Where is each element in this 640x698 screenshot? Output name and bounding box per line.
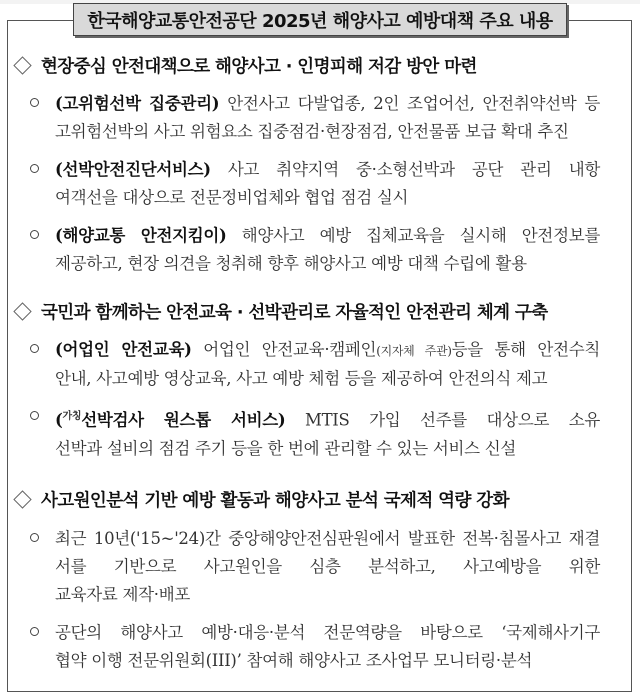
list-item (12, 156, 622, 212)
diamond-bullet-icon (13, 302, 31, 320)
item-line: 공단의 해양사고 예방·대응·분석 전문역량을 바탕으로 ‘국제해사기구 (55, 622, 600, 642)
section-3 (12, 485, 622, 675)
circle-bullet-icon (30, 411, 39, 420)
circle-bullet-icon (30, 533, 39, 542)
section-heading (12, 50, 622, 80)
item-line: 최근 10년('15~'24)간 중앙해양안전심판원에서 발표한 전복·침몰사고 (55, 528, 562, 548)
circle-bullet-icon (30, 230, 39, 239)
item-text (55, 403, 600, 463)
diamond-bullet-icon (13, 490, 31, 508)
item-keyword: (해양교통 안전지킴이) (55, 226, 227, 245)
section-heading-text: 현장중심 안전대책으로 해양사고 · 인명피해 저감 방안 마련 (41, 56, 477, 77)
item-keyword: (선박안전진단서비스) (55, 160, 211, 179)
item-line: 제공하고, 현장 의견을 청취해 향후 해양사고 예방 대책 수립에 활용 (55, 254, 527, 273)
section-heading-text: 국민과 함께하는 안전교육 · 선박관리로 자율적인 안전관리 체계 구축 (41, 302, 548, 323)
item-note: (지자체 주관) (376, 344, 452, 358)
document-body (12, 50, 622, 675)
section-heading (12, 296, 622, 326)
item-line: 안내, 사고예방 영상교육, 사고 예방 체험 등을 제공하여 안전의식 제고 (55, 369, 548, 388)
list-item (12, 222, 622, 278)
item-line: 여객선을 대상으로 전문정비업체와 협업 점검 실시 (55, 188, 409, 207)
list-item (12, 90, 622, 146)
item-line: 교육자료 제작·배포 (55, 584, 191, 604)
circle-bullet-icon (30, 344, 39, 353)
item-keyword: (고위험선박 집중관리) (55, 94, 220, 113)
list-item (12, 336, 622, 393)
title-text: 한국해양교통안전공단 2025년 해양사고 예방대책 주요 내용 (87, 10, 553, 32)
circle-bullet-icon (30, 98, 39, 107)
item-text (55, 525, 600, 609)
item-line: MTIS 가입 선주를 대상으로 소유 (285, 410, 600, 430)
item-text (55, 619, 600, 675)
circle-bullet-icon (30, 164, 39, 173)
tentative-name-superscript: 가칭 (62, 411, 82, 422)
circle-bullet-icon (30, 627, 39, 636)
item-line: 고위험선박의 사고 위험요소 집중점검·현장점검, 안전물품 보급 확대 추진 (55, 122, 569, 141)
section-1 (12, 50, 622, 278)
item-keyword: ( (55, 410, 63, 430)
section-2 (12, 296, 622, 463)
item-text (55, 156, 600, 212)
item-text (55, 336, 600, 393)
item-line: 선박과 설비의 점검 주기 등을 한 번에 관리할 수 있는 서비스 신설 (55, 438, 517, 458)
item-line: 어업인 안전교육·캠페인 (191, 340, 377, 359)
section-heading (12, 485, 622, 515)
item-line: 협약 이행 전문위원회(III)’ 참여해 해양사고 조사업무 모니터링·분석 (55, 650, 533, 670)
item-line: 안전사고 다발업종, 2인 조업어선, 안전취약선박 등 (219, 94, 600, 113)
list-item (12, 525, 622, 609)
item-text (55, 90, 600, 146)
item-line: 사고 취약지역 중·소형선박과 공단 관리 내항 (210, 160, 600, 179)
item-keyword: (어업인 안전교육) (55, 340, 192, 359)
item-keyword: 선박검사 원스톱 서비스) (81, 410, 286, 430)
section-heading-text: 사고원인분석 기반 예방 활동과 해양사고 분석 국제적 역량 강화 (41, 491, 509, 511)
list-item (12, 403, 622, 463)
item-line: 등을 통해 안전수칙 (451, 340, 600, 359)
item-line: 해양사고 예방 집체교육을 실시해 안전정보를 (226, 226, 600, 245)
item-line: 재결서를 기반으로 사고원인을 심층 분석하고, 사고예방을 위한 (55, 528, 600, 576)
item-text (55, 222, 600, 278)
document-title (73, 3, 567, 36)
list-item (12, 619, 622, 675)
diamond-bullet-icon (13, 56, 31, 74)
